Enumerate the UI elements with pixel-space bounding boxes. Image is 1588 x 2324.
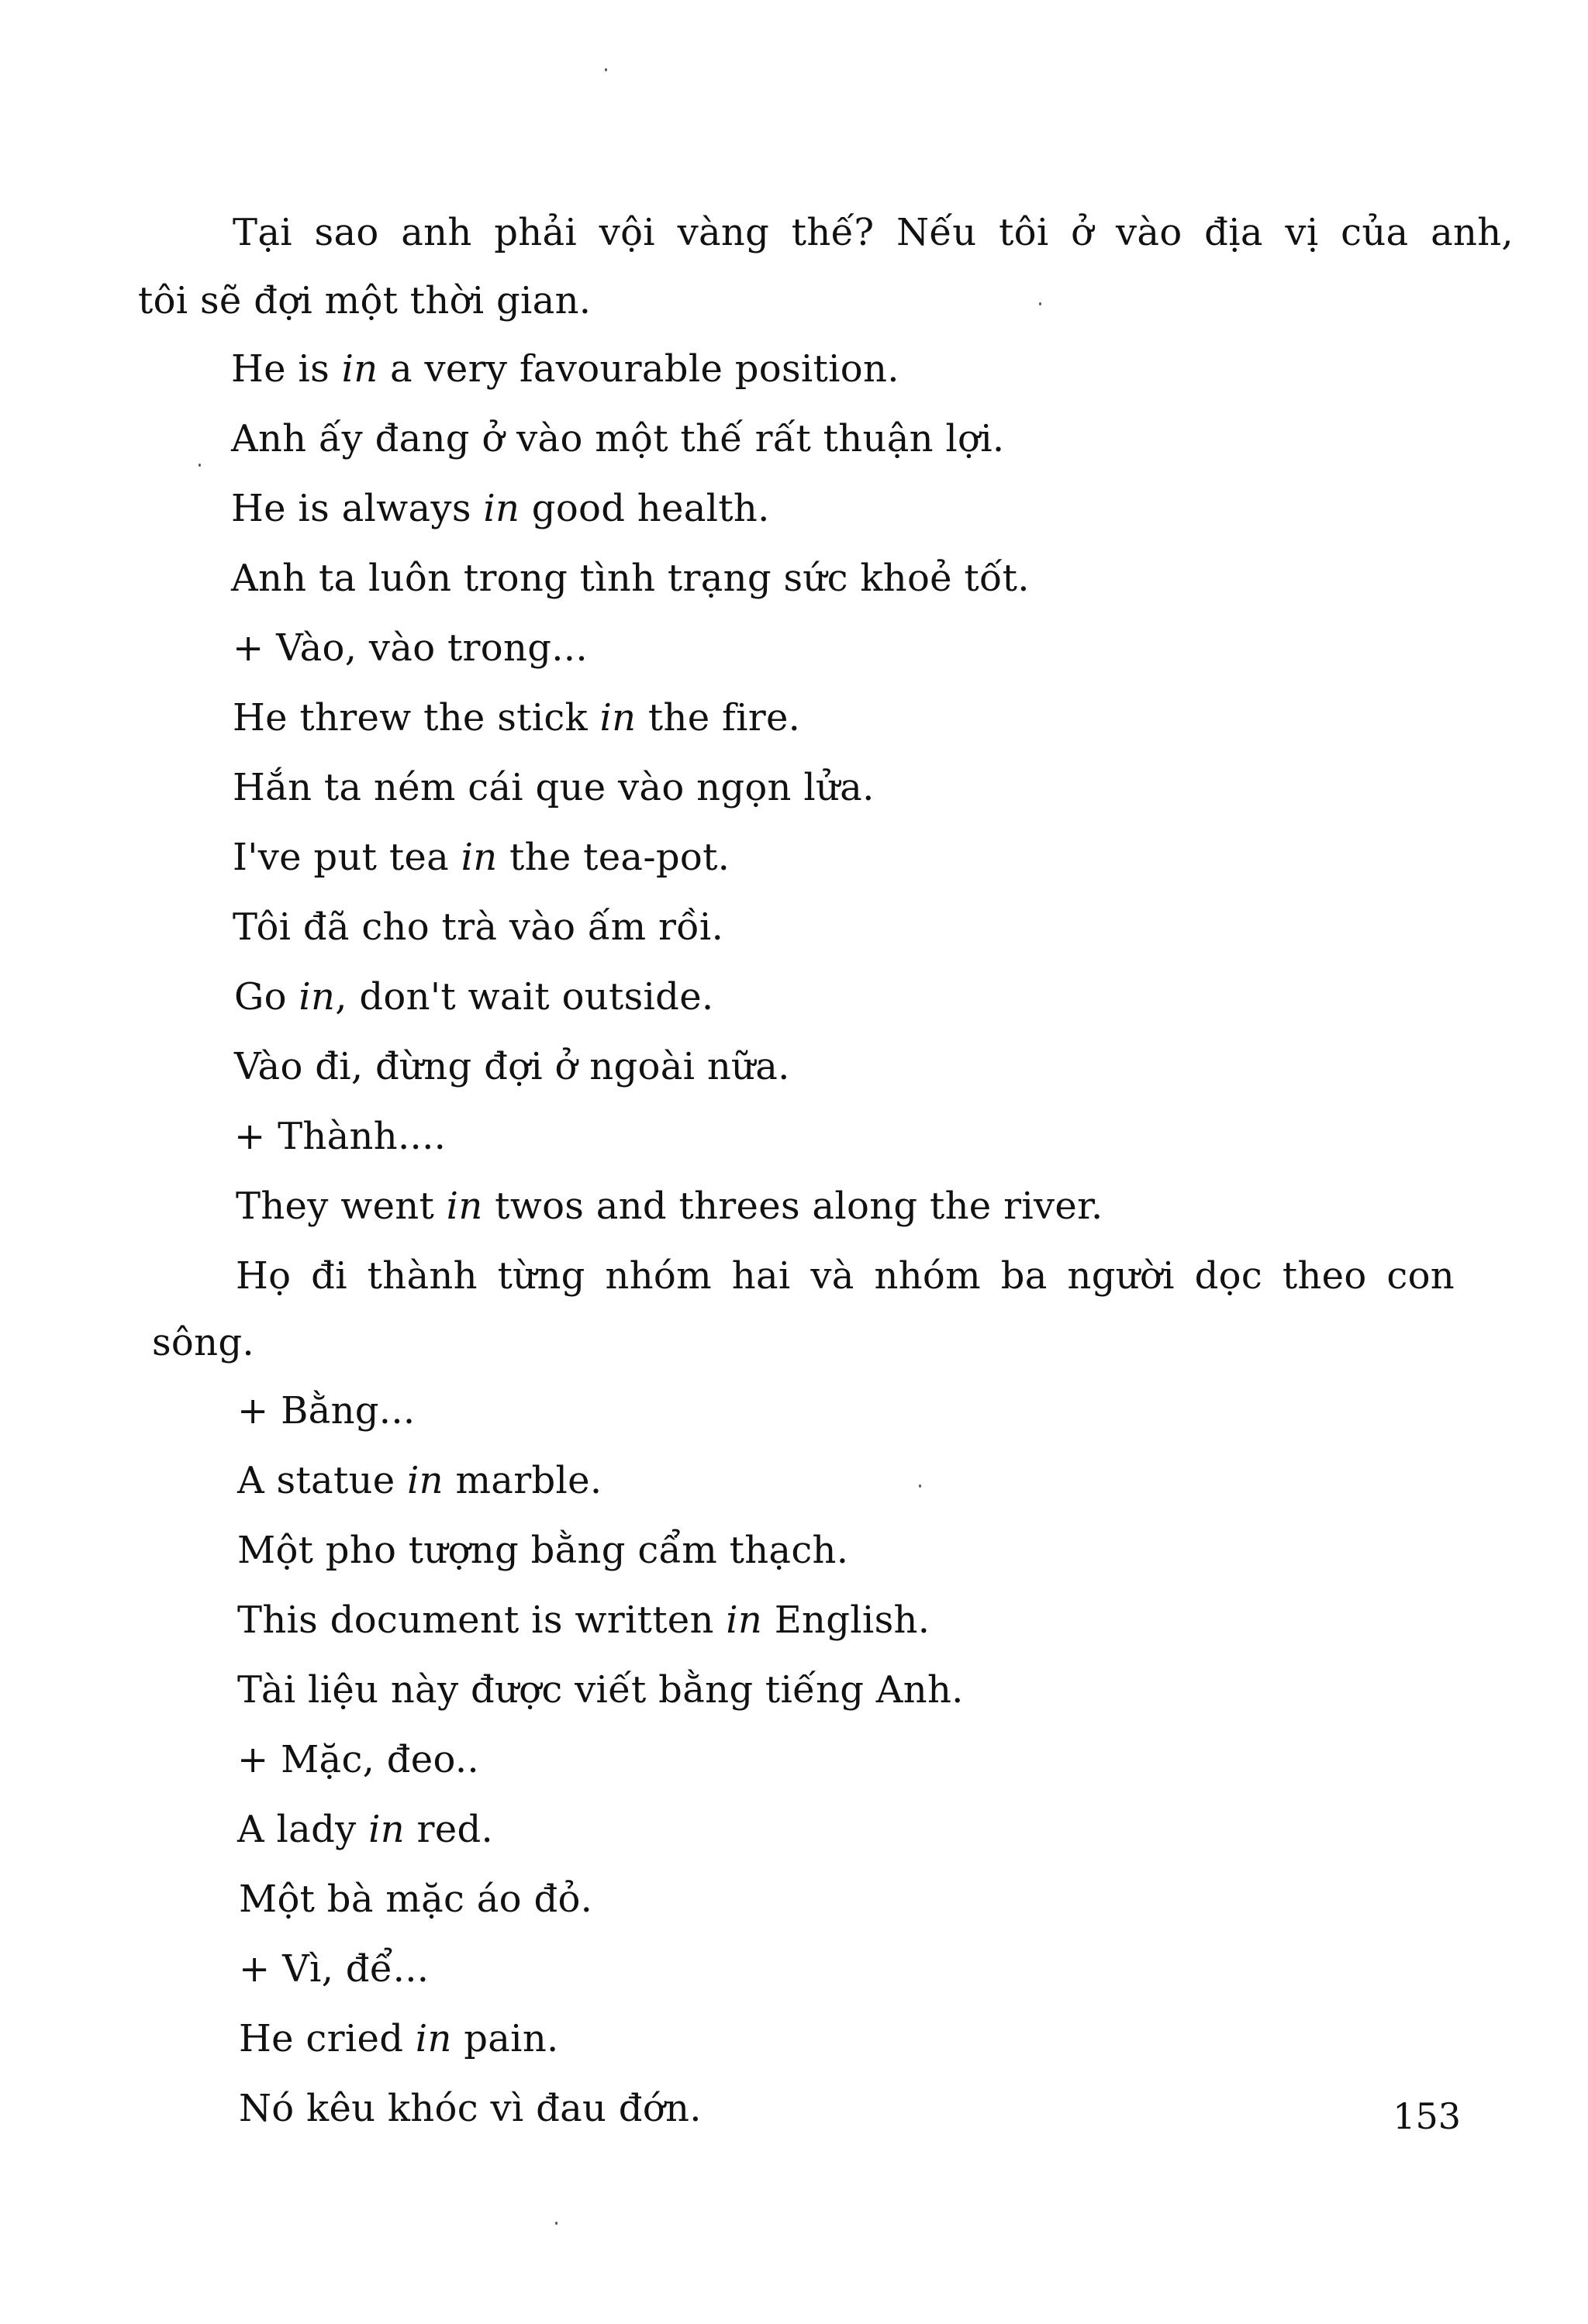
scan-speck <box>919 1484 921 1488</box>
text-segment: Vào đi, đừng đợi ở ngoài nữa. <box>234 1045 790 1088</box>
text-line <box>239 1876 592 1922</box>
italic-keyword: in <box>341 347 378 391</box>
text-line <box>138 278 591 324</box>
text-segment: red. <box>404 1808 494 1851</box>
text-segment: Tài liệu này được viết bằng tiếng Anh. <box>237 1668 964 1712</box>
italic-keyword: in <box>368 1808 405 1851</box>
text-segment: the fire. <box>636 696 801 740</box>
text-segment: He is always <box>231 487 484 530</box>
text-segment: Một bà mặc áo đỏ. <box>239 1877 593 1921</box>
page-number: 153 <box>1393 2095 1461 2137</box>
text-segment: He threw the stick <box>233 696 600 740</box>
text-segment: good health. <box>520 487 770 530</box>
text-line <box>237 1736 479 1783</box>
text-segment: This document is written <box>237 1598 727 1642</box>
text-segment: marble. <box>443 1459 602 1502</box>
text-segment: Một pho tượng bằng cẩm thạch. <box>237 1529 849 1572</box>
text-line <box>239 1946 429 1992</box>
text-segment: Tại sao anh phải vội vàng thế? Nếu tôi ở vào địa vị của anh, <box>233 211 1514 254</box>
text-segment: twos and threes along the river. <box>482 1184 1103 1228</box>
text-segment: + Thành.... <box>234 1115 447 1158</box>
text-line <box>231 555 1030 602</box>
text-segment: + Vì, để... <box>239 1947 430 1991</box>
text-segment: Anh ấy đang ở vào một thế rất thuận lợi. <box>231 417 1005 460</box>
text-line <box>234 974 713 1020</box>
text-line <box>231 485 770 532</box>
text-segment: He cried <box>239 2017 416 2060</box>
text-line <box>237 1388 415 1434</box>
text-line <box>239 2085 702 2132</box>
text-segment: I've put tea <box>233 836 461 879</box>
text-line <box>233 764 875 811</box>
text-line <box>233 904 723 950</box>
text-line <box>236 1253 1455 1299</box>
italic-keyword: in <box>446 1184 483 1228</box>
text-line <box>237 1457 602 1504</box>
text-line <box>233 695 800 741</box>
text-line <box>234 1113 446 1160</box>
text-segment: pain. <box>451 2017 559 2060</box>
text-line <box>233 625 588 671</box>
scan-speck <box>555 2222 558 2225</box>
text-segment: + Bằng... <box>237 1389 416 1433</box>
text-segment: + Vào, vào trong... <box>233 626 588 670</box>
text-line <box>237 1667 964 1713</box>
text-segment: A lady <box>237 1808 369 1851</box>
scan-speck <box>198 464 201 467</box>
italic-keyword: in <box>483 487 520 530</box>
text-segment: Go <box>234 975 299 1019</box>
text-segment: Nó kêu khóc vì đau đớn. <box>239 2087 702 2130</box>
text-line <box>231 415 1004 462</box>
text-segment: English. <box>762 1598 930 1642</box>
italic-keyword: in <box>299 975 336 1019</box>
text-line <box>233 834 730 881</box>
text-line <box>237 1597 930 1643</box>
text-segment: tôi sẽ đợi một thời gian. <box>138 279 592 322</box>
text-line <box>236 1183 1103 1229</box>
italic-keyword: in <box>461 836 498 879</box>
text-line <box>231 346 899 392</box>
italic-keyword: in <box>407 1459 444 1502</box>
text-segment: A statue <box>237 1459 408 1502</box>
text-segment: , don't wait outside. <box>335 975 714 1019</box>
scan-speck <box>1039 302 1041 305</box>
text-segment: + Mặc, đeo.. <box>237 1738 479 1781</box>
text-line <box>152 1319 254 1366</box>
text-segment: Họ đi thành từng nhóm hai và nhóm ba người dọc theo con <box>236 1254 1455 1298</box>
italic-keyword: in <box>415 2017 452 2060</box>
text-segment: Hắn ta ném cái que vào ngọn lửa. <box>233 766 875 809</box>
scan-speck <box>605 68 607 71</box>
text-line <box>237 1527 848 1574</box>
text-segment: the tea-pot. <box>497 836 730 879</box>
text-segment: Tôi đã cho trà vào ấm rồi. <box>233 905 724 949</box>
text-segment: He is <box>231 347 342 391</box>
italic-keyword: in <box>726 1598 763 1642</box>
text-segment: a very favourable position. <box>378 347 899 391</box>
text-segment: Anh ta luôn trong tình trạng sức khoẻ tốt. <box>231 557 1030 600</box>
text-line <box>233 209 1514 256</box>
text-segment: sông. <box>152 1321 254 1364</box>
text-line <box>234 1043 790 1090</box>
text-segment: They went <box>236 1184 447 1228</box>
text-line <box>237 1806 493 1853</box>
italic-keyword: in <box>599 696 637 740</box>
text-line <box>239 2015 559 2062</box>
